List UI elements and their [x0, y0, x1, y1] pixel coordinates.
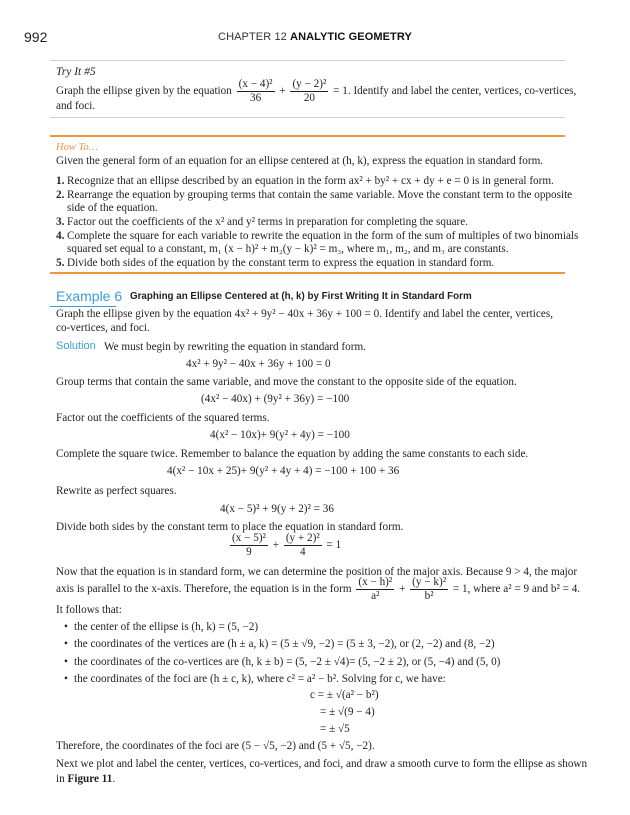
how-to-intro: Given the general form of an equation for an ellipse centered at (h, k), express the equation in standard form.: [56, 155, 544, 167]
it-follows-text: It follows that:: [56, 604, 122, 616]
step-text-complete: Complete the square twice. Remember to balance the equation by adding the same constants to each side.: [56, 448, 529, 460]
solution-intro: We must begin by rewriting the equation in standard form.: [104, 341, 366, 353]
how-to-step-2: 2. Rearrange the equation by grouping terms that contain the same variable. Move the constant term to the opposite: [56, 189, 573, 201]
bullet-center: • the center of the ellipse is (h, k) = (5, −2): [74, 621, 258, 633]
foci-equation-2: = ± √(9 − 4): [320, 706, 375, 718]
bullet-foci: • the coordinates of the foci are (h ± c, k), where c² = a² − b². Solving for c, we have:: [74, 673, 446, 685]
try-it-text-after: = 1. Identify and label the center, vertices, co-vertices,: [333, 85, 577, 98]
try-it-fraction-x: $\frac{\text{(x − 4)²}}{36}$: [238, 78, 273, 104]
how-to-step-1: 1. Recognize that an ellipse described by an equation in the form ax² + by² + cx + dy + e = 0 is in general form.: [56, 175, 554, 187]
try-it-bottom-rule: [50, 117, 565, 118]
equation-1: 4x² + 9y² − 40x + 36y + 100 = 0: [186, 358, 331, 370]
page-number: 992: [24, 29, 48, 45]
equation-3: 4(x² − 10x)+ 9(y² + 4y) = −100: [210, 429, 350, 441]
how-to-step-4-cont: squared set equal to a constant, m₁ (x − h)² + m₂(y − k)² = m₃, where m₁, m₂, and m₃ are constants.: [67, 243, 509, 255]
chapter-title: ANALYTIC GEOMETRY: [290, 31, 412, 43]
standard-form-text: axis is parallel to the x-axis. Therefore, the equation is in the form $\frac{\text{(x − h)²}}{\text{a²}}$ + $\frac{\text{(y − k)²}}{\text{b²}}$ = 1, where a² = 9 and b² = 4.: [56, 576, 581, 602]
how-to-title: How To…: [56, 142, 98, 153]
try-it-title: Try It #5: [56, 66, 96, 78]
example-problem-line1: Graph the ellipse given by the equation 4x² + 9y² − 40x + 36y + 100 = 0. Identify and label the center, vertices,: [56, 308, 553, 320]
example-title: Graphing an Ellipse Centered at (h, k) by First Writing It in Standard Form: [130, 291, 472, 302]
foci-result: Therefore, the coordinates of the foci are (5 − √5, −2) and (5 + √5, −2).: [56, 740, 375, 752]
how-to-bottom-rule: [50, 272, 565, 274]
how-to-step-2-cont: side of the equation.: [67, 202, 158, 214]
step-text-divide: Divide both sides by the constant term to place the equation in standard form.: [56, 521, 404, 533]
chapter-number: CHAPTER 12: [218, 31, 287, 43]
step-text-group: Group terms that contain the same variable, and move the constant to the opposite side of the equation.: [56, 376, 517, 388]
foci-equation-3: = ± √5: [320, 723, 350, 735]
how-to-step-4: 4. Complete the square for each variable to rewrite the equation in the form of the sum of multiples of two binomials: [56, 230, 579, 242]
closing-line1: Next we plot and label the center, vertices, co-vertices, and foci, and draw a smooth curve to form the ellipse as shown: [56, 758, 588, 770]
bullet-co-vertices: • the coordinates of the co-vertices are (h, k ± b) = (5, −2 ± √4)= (5, −2 ± 2), or (5, −4) and (5, 0): [74, 656, 500, 668]
closing-line2: in Figure 11.: [56, 773, 116, 785]
equation-5: 4(x − 5)² + 9(y + 2)² = 36: [220, 503, 334, 515]
how-to-step-3: 3. Factor out the coefficients of the x² and y² terms in preparation for completing the square.: [56, 216, 469, 228]
equation-4: 4(x² − 10x + 25)+ 9(y² + 4y + 4) = −100 + 100 + 36: [167, 465, 400, 477]
step-text-rewrite: Rewrite as perfect squares.: [56, 485, 177, 497]
step-text-factor: Factor out the coefficients of the squared terms.: [56, 412, 270, 424]
example-label: Example 6: [56, 288, 123, 304]
foci-equation-1: c = ± √(a² − b²): [310, 689, 379, 701]
how-to-top-rule: [50, 135, 565, 137]
try-it-fraction-y: $\frac{\text{(y − 2)²}}{20}$: [292, 78, 327, 104]
equation-6: $\frac{\text{(x − 5)²}}{9}$ + $\frac{\text{(y + 2)²}}{4}$ = 1: [232, 532, 342, 558]
try-it-text: Graph the ellipse given by the equation: [56, 85, 232, 98]
how-to-step-5: 5. Divide both sides of the equation by the constant term to express the equation in standard form.: [56, 257, 495, 269]
equation-2: (4x² − 40x) + (9y² + 36y) = −100: [201, 393, 350, 405]
major-axis-text: Now that the equation is in standard form, we can determine the position of the major axis. Because 9 > 4, the major: [56, 566, 578, 578]
bullet-vertices: • the coordinates of the vertices are (h ± a, k) = (5 ± √9, −2) = (5 ± 3, −2), or (2, −2) and (8, −2): [74, 638, 495, 650]
figure-11-link[interactable]: Figure 11: [67, 773, 113, 785]
solution-label: Solution: [56, 340, 96, 352]
try-it-problem: Graph the ellipse given by the equation $\frac{\text{(x − 4)²}}{36}$ + $\frac{\text{(y − 2)²}}{20}$ = 1. Identify and label the center, vertices, co-vertices,: [56, 78, 577, 104]
running-head: [0, 31, 630, 43]
try-it-top-rule: [50, 60, 565, 61]
example-problem-line2: co-vertices, and foci.: [56, 322, 150, 334]
try-it-problem-line2: and foci.: [56, 100, 96, 112]
